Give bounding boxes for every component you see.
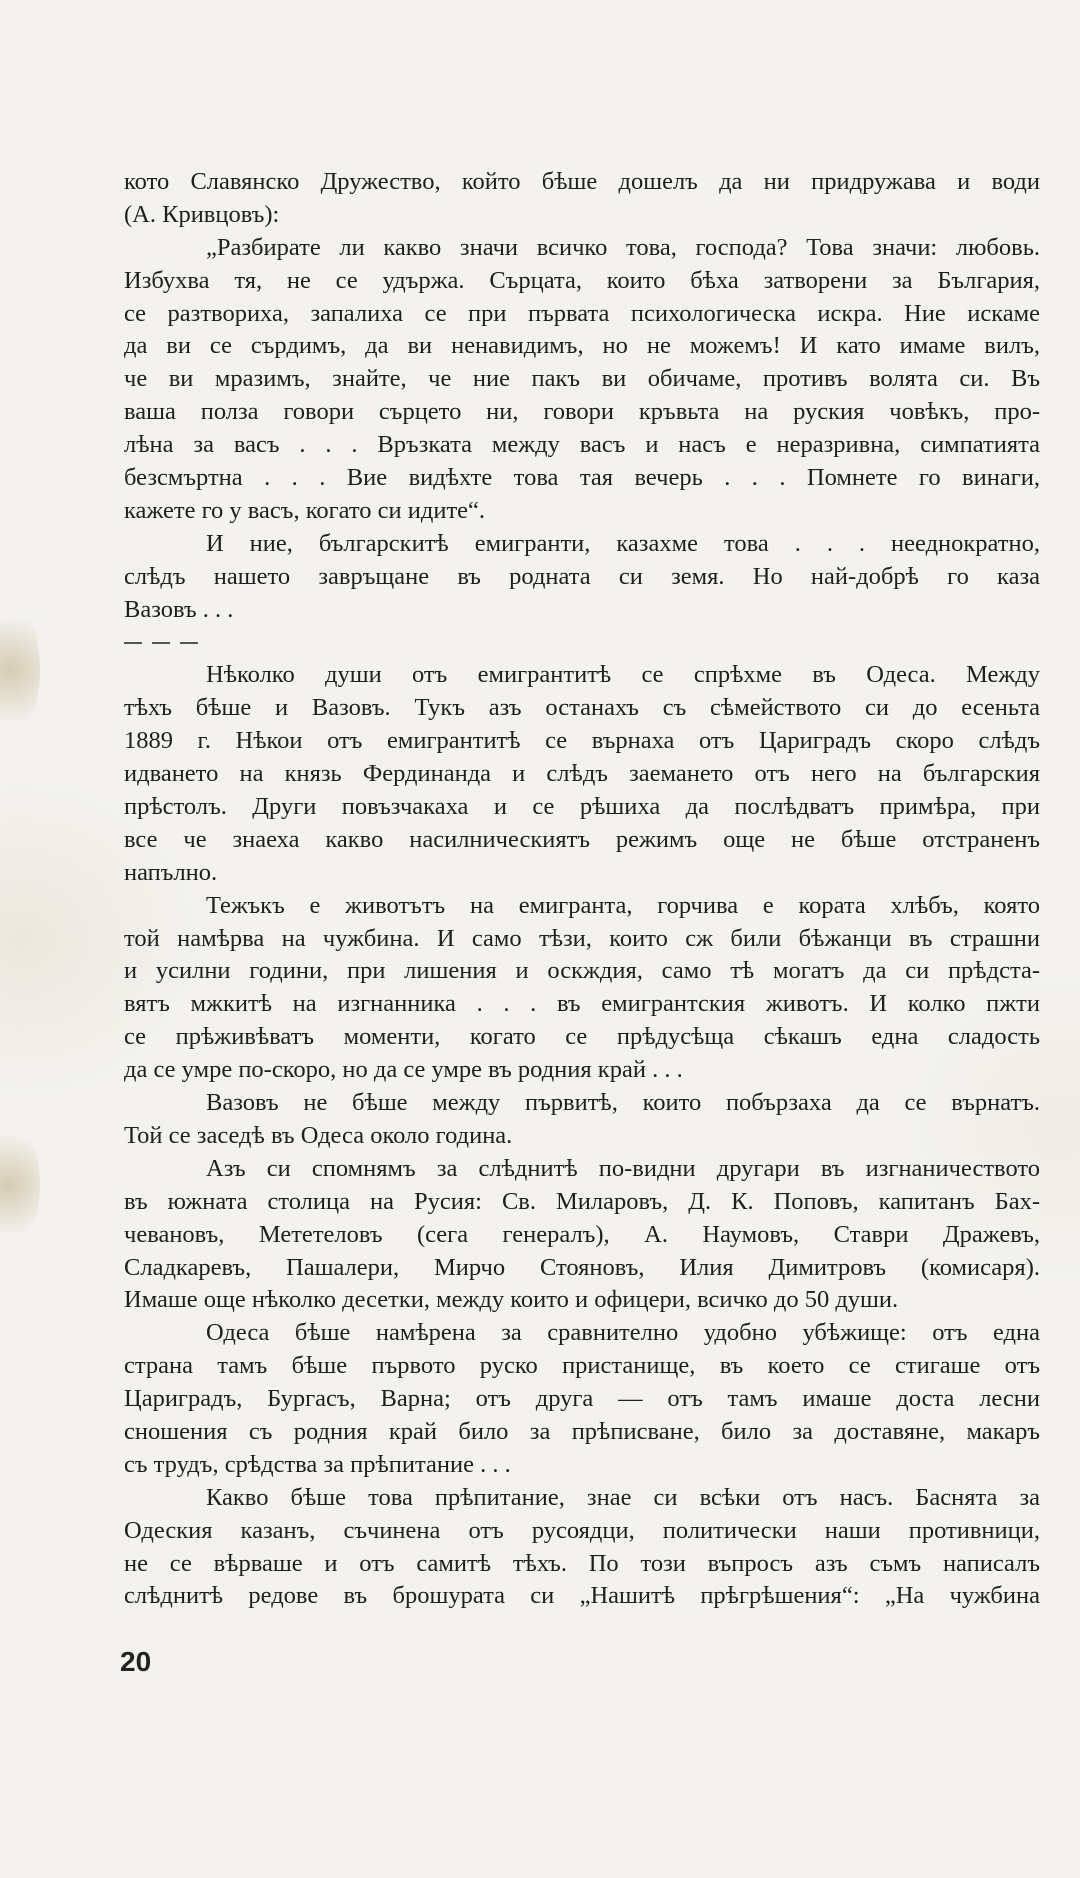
text-line: ваша полза говори сърцето ни, говори кръвьта на руския човѣкъ, про- xyxy=(124,398,1040,426)
text-line: се разтвориха, запалиха се при първата психологическа искра. Ние искаме xyxy=(124,299,1040,327)
text-line: че ви мразимъ, знайте, че ние пакъ ви обичаме, противъ волята си. Въ xyxy=(124,365,1040,393)
text-line: да ви се сърдимъ, да ви ненавидимъ, но не можемъ! И като имаме вилъ, xyxy=(124,332,1040,360)
text-line: Какво бѣше това прѣпитание, знае си всѣки отъ насъ. Баснята за xyxy=(206,1483,1040,1511)
text-line: вятъ мжкитѣ на изгнанника . . . въ емигрантския животъ. И колко пжти xyxy=(124,990,1040,1018)
paper-stain xyxy=(0,1120,40,1250)
text-line: съ трудъ, срѣдства за прѣпитание . . . xyxy=(124,1450,511,1478)
text-line: сношения съ родния край било за прѣписване, било за доставяне, макаръ xyxy=(124,1417,1040,1445)
text-line: Азъ си спомнямъ за слѣднитѣ по-видни другари въ изгнаничеството xyxy=(206,1154,1040,1182)
paragraph xyxy=(124,1482,1040,1614)
text-line: Цариградъ, Бургасъ, Варна; отъ друга — отъ тамъ имаше доста лесни xyxy=(124,1385,1040,1413)
text-line: безсмъртна . . . Вие видѣхте това тая вечерь . . . Помнете го винаги, xyxy=(124,464,1040,492)
text-line: напълно. xyxy=(124,858,218,886)
text-line: и усилни години, при лишения и оскждия, само тѣ могатъ да си прѣдста- xyxy=(124,957,1040,985)
page-number: 20 xyxy=(120,1646,152,1677)
text-line: все че знаеха какво насилническиятъ режимъ още не бѣше отстраненъ xyxy=(124,825,1040,853)
text-line: прѣстолъ. Други повъзчакаха и се рѣшиха да послѣдватъ примѣра, при xyxy=(124,793,1040,821)
text-line: въ южната столица на Русия: Св. Миларовъ, Д. К. Поповъ, капитанъ Бах- xyxy=(124,1187,1040,1215)
text-line: Одеса бѣше намѣрена за сравнително удобно убѣжище: отъ една xyxy=(206,1319,1040,1347)
paragraph xyxy=(124,1153,1040,1317)
separator-dash xyxy=(124,642,142,644)
paragraph xyxy=(124,890,1040,1087)
text-line: И ние, българскитѣ емигранти, казахме това . . . нееднократно, xyxy=(206,529,1040,557)
body-text xyxy=(124,166,1040,1613)
separator-dash xyxy=(180,642,198,644)
text-line: лѣна за васъ . . . Връзката между васъ и насъ е неразривна, симпатията xyxy=(124,431,1040,459)
paragraph xyxy=(124,528,1040,627)
text-line: Вазовъ не бѣше между първитѣ, които побързаха да се върнатъ. xyxy=(206,1089,1040,1117)
paragraph xyxy=(124,659,1040,889)
text-line: Одеския казанъ, съчинена отъ русоядци, политически наши противници, xyxy=(124,1516,1040,1544)
paper-stain xyxy=(0,600,40,740)
text-line: слѣдъ нашето завръщане въ родната си земя. Но най-добрѣ го каза xyxy=(124,562,1040,590)
text-line: Той се заседѣ въ Одеса около година. xyxy=(124,1121,513,1149)
text-line: да се умре по-скоро, но да се умре въ родния край . . . xyxy=(124,1056,683,1084)
text-line: Нѣколко души отъ емигрантитѣ се спрѣхме въ Одеса. Между xyxy=(206,661,1040,689)
separator-dash xyxy=(152,642,170,644)
text-line: Избухва тя, не се удържа. Сърцата, които бѣха затворени за България, xyxy=(124,266,1040,294)
text-line: 1889 г. Нѣкои отъ емигрантитѣ се върнаха отъ Цариградъ скоро слѣдъ xyxy=(124,727,1040,755)
text-line: той намѣрва на чужбина. И само тѣзи, които сж били бѣжанци въ страшни xyxy=(124,924,1040,952)
text-line: Вазовъ . . . xyxy=(124,595,234,623)
paragraph xyxy=(124,166,1040,232)
text-line: кото Славянско Дружество, който бѣше дошелъ да ни придружава и води xyxy=(124,168,1040,195)
text-line: „Разбирате ли какво значи всичко това, господа? Това значи: любовь. xyxy=(206,233,1040,261)
text-line: Имаше още нѣколко десетки, между които и офицери, всичко до 50 души. xyxy=(124,1286,899,1314)
text-line: Сладкаревъ, Пашалери, Мирчо Стояновъ, Илия Димитровъ (комисаря). xyxy=(124,1253,1040,1281)
text-line: се прѣживѣватъ моменти, когато се прѣдусѣща сѣкашъ една сладость xyxy=(124,1023,1040,1051)
text-line: страна тамъ бѣше първото руско пристанище, въ което се стигаше отъ xyxy=(124,1352,1040,1380)
text-line: Тежъкъ е животътъ на емигранта, горчива е кората хлѣбъ, която xyxy=(206,891,1040,919)
text-line: идването на князь Фердинанда и слѣдъ заемането отъ него на българския xyxy=(124,760,1040,788)
paragraph xyxy=(124,1087,1040,1153)
text-line: чевановъ, Мететеловъ (сега генералъ), А. Наумовъ, Ставри Дражевъ, xyxy=(124,1220,1040,1248)
paragraph xyxy=(124,1317,1040,1481)
text-line: тѣхъ бѣше и Вазовъ. Тукъ азъ останахъ съ сѣмейството си до есеньта xyxy=(124,694,1040,722)
text-line: (А. Кривцовъ): xyxy=(124,200,280,228)
text-line: слѣднитѣ редове въ брошурата си „Нашитѣ прѣгрѣшения“: „На чужбина xyxy=(124,1582,1040,1610)
text-line: не се вѣрваше и отъ самитѣ тѣхъ. По този въпросъ азъ съмъ написалъ xyxy=(124,1549,1040,1577)
section-separator xyxy=(124,626,1040,659)
paragraph xyxy=(124,232,1040,528)
text-line: кажете го у васъ, когато си идите“. xyxy=(124,496,486,524)
